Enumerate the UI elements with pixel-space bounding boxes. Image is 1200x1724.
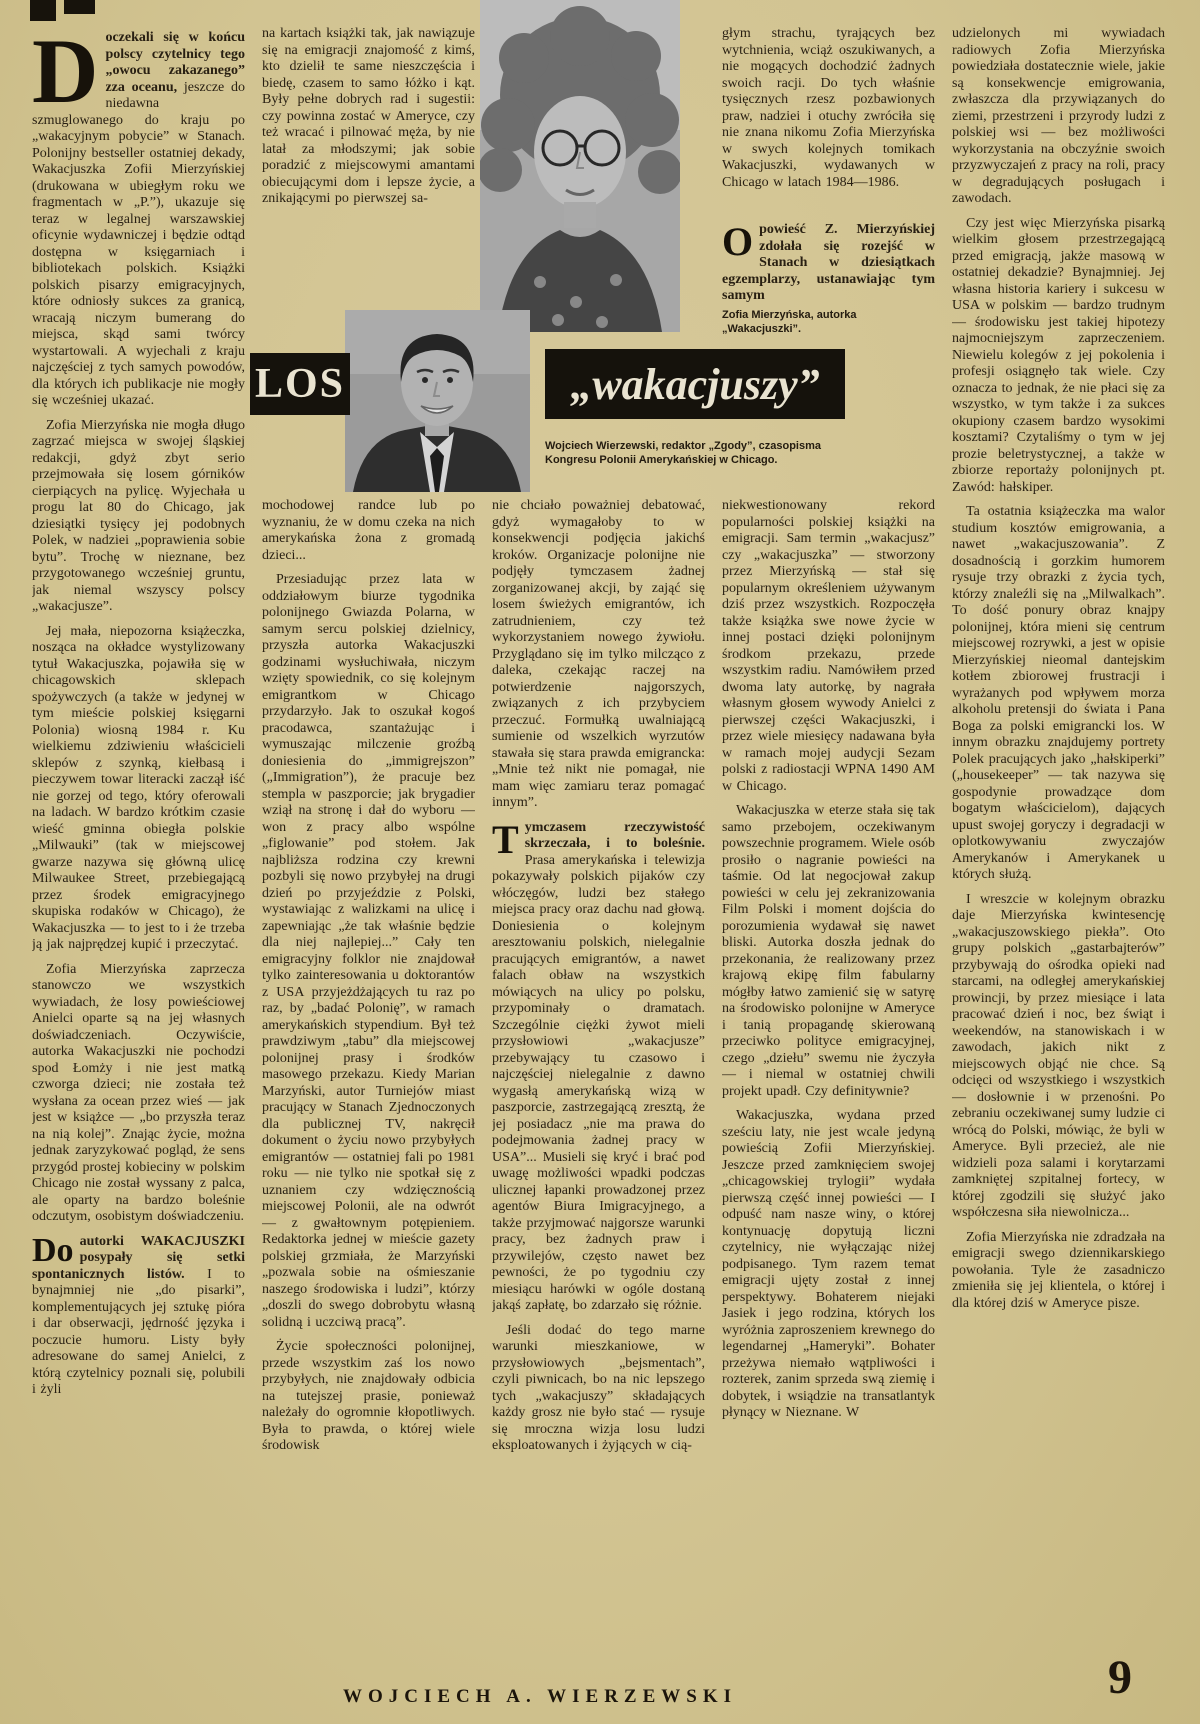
letters-paragraph <box>32 1231 245 1399</box>
paragraph: Przesiadując przez lata w oddziałowym biurze tygodnika polonijnego Gwiazda Polarna, w samym sercu polskiej dzielnicy, przyszła autorka Wakacjuszki godzinami wysłuchiwała, niczym wzięty spowiednik, co się kolejnym emigrantkom w Chicago przydarzyło. Jak to oszukał kogoś pracodawca, szantażując i wymuszając milczenie groźbą doniesienia do „immigrejszon” („Immigration”), że pracuje bez stempla w paszporcie; jak brygadier wziął na stronę i dał do wyboru — won z pracy albo wspólne „figlowanie” pod stołem. Jak najbliższa rodzina czy krewni pozbyli się nowo przybyłej na drugi dzień po przyjeździe z Polski, wystawiając z walizkami na ulicę i zapewniając „że tak właśnie będzie dla niej najlepiej...” Cały ten emigracyjny folklor nie znajdował tylko zainteresowania u doktorantów z USA przyjeżdżających tu raz po raz, by „badać Polonię”, w ramach amerykańskich stypendium. Był też prawdziwym „tabu” dla miejscowej polonijnej prasy i środków masowego przekazu. Kiedy Marian Marzyński, autor Turniejów miast pracujący w Stanach Zjednoczonych dla publicznej TV, nakręcił dokument o życiu nowo przybyłych emigrantów — ostatniej fali po 1981 roku — nie tylko nie spotkał się z uznaniem czy wdzięcznością miejscowej Polonii, ale na odwrót — z gwałtownym potępieniem. Redaktorka jednej w mieście gazety polskiej grzmiała, że Marzyński „pozwala sobie na ośmieszanie naszego środowiska i ludzi”, którzy „doszli do swego dobrobytu własną solidną i uczciwą pracą”. <box>262 572 475 1330</box>
paragraph: Jej mała, niepozorna książeczka, nosząca na okładce wystylizowany tytuł Wakacjuszka, pojawiła się w chicagowskich sklepach spożywczych (a także w jedynej w tym mieście polskiej księgarni Polonia) wiosną 1984 r. Ku wielkiemu zdziwieniu właścicieli sklepów z szynką, kiełbasą i pieczywem towar literacki zaczął iść nie gorzej od tego, który oferowali na ladach. W bardzo krótkim czasie wieść gminna obiegła polskie „Milwauki” (tak w miejscowej gwarze nazywa się główną ulicę Milwaukee Street, przebiegającą przez środek emigracyjnego skupiska rodaków w Chicago), że Wakacjuszka — to jest to i że trzeba ją jak najprędzej kupić i przeczytać. <box>32 623 245 952</box>
paragraph: niekwestionowany rekord popularności polskiej książki na emigracji. Sam termin „wakacjusz” czy „wakacjuszka” — stworzony przez Mierzyńską — stał się popularnym określeniem używanym dziś przez wszystkich. Rozpoczęła także książka swe nowe życie w innej postaci dzięki polonijnym środkom przekazu, przede wszystkim radiu. Namówiłem przed dwoma laty autorkę, by nagrała własnym głosem wywody Anielci z pierwszej części Wakacjuszki, i przez wiele miesięcy nadawana była w ramach mojej audycji Sezam polski z radiostacji WPNA 1490 AM w Chicago. <box>722 498 935 794</box>
column-2-main <box>262 498 475 1463</box>
column-2-top <box>262 26 475 216</box>
man-portrait-image <box>345 310 530 492</box>
print-artifact <box>30 0 56 21</box>
letters-bold-text: autorki WAKACJUSZKI posypały się setki spontanicznych listów. <box>32 1233 245 1282</box>
column-4-top <box>722 26 935 199</box>
tymczasem-bold-text: ymczasem rzeczywistość skrzeczała, i to boleśnie. <box>524 819 705 851</box>
headline-los-text: LOS <box>254 361 346 407</box>
dropcap-t: T <box>492 816 519 862</box>
paragraph: Zofia Mierzyńska nie mogła długo zagrzać miejsca w swojej śląskiej redakcji, gdyż zbyt serio przejmowała się losem górników cierpiących na pylicę. Wyjechała u progu lat 80 do Chicago, jak dziesiątki tysięcy jej podobnych Polek, w nadziei „poprawienia sobie bytu”. Trochę w nieznane, bez przygotowanego wcześniej gruntu, jak niemal wszyscy polscy „wakacjusze”. <box>32 417 245 614</box>
tymczasem-paragraph <box>492 816 705 1315</box>
caption-wierzewski: Wojciech Wierzewski, redaktor „Zgody”, czasopisma Kongresu Polonii Amerykańskiej w Chicago. <box>545 440 822 466</box>
photo-wojciech-wierzewski <box>345 310 530 492</box>
letters-rest-text: I to bynajmniej nie „do pisarki”, komplementujących jej sztukę pióra i dar obserwacji, jędrność języka i poczucie humoru. Listy były adresowane do samej Anielci, z którą czytelnicy poznali się, polubili i żyli <box>32 1266 245 1397</box>
paragraph: Jeśli dodać do tego marne warunki mieszkaniowe, w przysłowiowych „bejsmentach”, czyli piwnicach, bo na nic lepszego tych „wakacjuszy” składających każdy grosz nie było stać — rysuje się mroczna wizja losu ludzi eksploatowanych i żyjących w cią- <box>492 1322 705 1453</box>
dropcap-d: D <box>32 30 99 122</box>
lead-bold-text: oczekali się w końcu polscy czytelnicy tego „owocu zakazanego” zza oceanu, <box>105 30 245 95</box>
paragraph: nie chciało poważniej debatować, gdyż wymagałoby to w konsekwencji podjęcia jakichś kroków. Organizacje polonijne nie podjęły tymczasem żadnej zorganizowanej akcji, by zająć się losem świeżych emigrantów, ich zatrudnieniem, czy też wykorzystaniem nowego żywiołu. Przyglądano się im tylko milcząco z daleka, czekając raczej na potwierdzenie najgorszych, związanych z ich przybyciem przeczuć. Formułką uwalniającą sumienie od wszelkich wyrzutów stawała się stara prawda emigrancka: „Mnie też nikt nie pomagał, nie mam więc zamiaru teraz pomagać innym”. <box>492 498 705 810</box>
col1-paragraphs <box>32 418 245 1226</box>
paragraph: I wreszcie w kolejnym obrazku daje Mierzyńska kwintesencję „wakacjuszowskiego piekła”. Oto grupy polskich „gastarbajterów” przybywają do ośrodka opieki nad starcami, na odległej amerykańskiej prowincji, by przez miesiące i lata pracować dzień i noc, bez świąt i weekendów, na stanowiskach i w zawodach, jakich nikt z miejscowych objąć nie chce. Są odcięci od wszystkiego i wszystkich — dosłownie i w przenośni. Po zebraniu oczekiwanej sumy ludzie ci wrócą do Polski, mówiąc, że byli w Ameryce. Byli przecież, ale nie widzieli poza salami i korytarzami zamkniętej szpitalnej fortecy, w której zgodzili się służyć jako współczesna siła niewolnicza... <box>952 891 1165 1220</box>
dropcap-o: O <box>722 222 754 264</box>
col3-rest-paragraphs <box>492 1323 705 1455</box>
headline-wakacjuszy-text: „wakacjuszy” <box>570 359 820 409</box>
tymczasem-rest-text: Prasa amerykańska i telewizja pokazywały polskich pijaków czy włóczęgów, ludzi bez stałego miejsca pracy oraz dachu nad głową. Doniesienia o kolejnym aresztowaniu polskich, nielegalnie pracujących emigrantów, a nawet falach obław na wszystkich mówiących na ulicy po polsku, przypominały o dramatach. Szczególnie ciężki żywot mieli przysłowiowi „wakacjusze” przebywający tu czasowo i najczęściej nielegalnie z dawno wygasłą amerykańską wizą w paszporcie, zastrzegającą zresztą, że jej posiadacz „nie ma prawa do podejmowania żadnej pracy w USA”... Musieli się kryć i brać pod uwagę możliwości wpadki podczas ulicznej łapanki prowadzonej przez agentów Biura Imigracyjnego, a także przyjmować najgorsze warunki pracy, bez żadnych praw i przywilejów, często nawet bez pewności, że po tygodniu czy miesiącu harówki w ogóle dostaną jakąś zapłatę, bo zdarzało się różnie. <box>492 852 705 1313</box>
headline-los <box>250 353 350 415</box>
opowiesc-bold-text: powieść Z. Mierzyńskiej zdołała się rozejść w Stanach w dziesiątkach egzemplarzy, ustanawiając tym samym <box>722 222 935 303</box>
lead-paragraph <box>32 30 245 410</box>
paragraph: Ta ostatnia książeczka ma walor studium kosztów emigrowania, a nawet „wakacjuszowania”. Z dosadnością i gorzkim humorem rysuje trzy obrazki z życia tych, którzy znaleźli się na „Milwalkach”. To dość ponury obraz knajpy polonijnej, która mieni się centrum miejscowej rozrywki, a jest w opisie Mierzyńskiej nieomal dantejskim kotłem zbiorowej frustracji i wyrażanych pod wpływem morza alkoholu pretensji do świata i Pana Boga za polski emigrancki los. W innym obrazku znajdujemy portrety Polek pracujących jako „hałskiperki” („housekeeper” — tak nazywa się gospodynie prowadzące dom bogatym właścicielom), dających upust swojej goryczy i degradacji w oplotkowywaniu zwyczajów Amerykanów i Amerykanek u których służą. <box>952 504 1165 882</box>
print-artifact <box>64 0 95 14</box>
lead-rest-text: jeszcze do niedawna szmuglowanego do kraju po „wakacyjnym pobycie” w Stanach. Polonijny bestseller ostatniej dekady, Wakacjuszka Zofii Mierzyńskiej (drukowana w ubiegłym roku we fragmentach w „P.”), ukazuje się teraz w legalnej warszawskiej oficynie wydawniczej i będzie odtąd dostępna w księgarniach i bibliotekach polskich. Książki polskich pisarzy emigracyjnych, które odniosły sukces za granicą, wracają niczym bumerang do miejsca, skąd sami twórcy wystartowali. A wyjechali z kraju najczęściej z tych samych powodów, dla których ich publikacje nie mogły się wcześniej ukazać. <box>32 79 245 408</box>
paragraph: na kartach książki tak, jak nawiązuje się na emigracji znajomość z kimś, kto dzielił te same nieszczęścia i biedę, czasem to samo łóżko i kąt. Były pełne dobrych rad i sugestii: czy powinna zostać w Ameryce, czy też wracać i pilnować męża, by nie latał za młodszymi; jak sobie poradzić z miejscowymi amantami obiecującymi dom i lepsze życie, a znikającymi po pierwszej sa- <box>262 26 475 206</box>
dropword-do: Do <box>32 1231 74 1269</box>
paragraph: mochodowej randce lub po wyznaniu, że w domu czeka na nich amerykańska żona z gromadą dzieci... <box>262 498 475 563</box>
paragraph: głym strachu, tyrających bez wytchnienia, wciąż oszukiwanych, a nie mogących dochodzić żadnych swoich racji. Do tych właśnie tysięcznych rzesz pozbawionych praw, nadziei i otuchy zwróciła się nie znana nikomu Zofia Mierzyńska w swych kolejnych tomikach Wakacjuszki, wydawanych w Chicago w latach 1984—1986. <box>722 26 935 190</box>
footer-author: WOJCIECH A. WIERZEWSKI <box>342 1686 738 1707</box>
paragraph: Zofia Mierzyńska zaprzecza stanowczo we wszystkich wywiadach, że losy powieściowej Anielci oparte są na jej własnych doświadczeniach. Oczywiście, autorka Wakacjuszki nie pochodzi spod Łomży i nie jest matką czworga dzieci; nie została też wysłana za ocean przez wieś — jak jest w książce — „bo przyszła teraz na nią kolej”. Znając życie, można jednak zaryzykować pogląd, że sens przygód prostej kobieciny w polskim Chicago nie został wyssany z palca, ale oparty na bardzo boleśnie odczutym, osobistym doświadczeniu. <box>32 961 245 1224</box>
paragraph: Czy jest więc Mierzyńska pisarką wielkim głosem przestrzegającą przed emigracją, jakże masową w ostatniej dekadzie? Bynajmniej. Jej własna historia kariery i sukcesu w USA w polskim — bardzo trudnym — środowisku jest takiej hipotezy najmocniejszym zaprzeczeniem. Niewielu kolegów z jej pokolenia i profesji osiągnęło tak wiele. Czy oznacza to jednak, że nie płaci się za wszystko, w tym także i za sukces okupiony czasem bardzo wysokimi kosztami? Czytaliśmy o tym w jej prozie beletrystycznej, a także w zbiorze reportaży polonijnych pt. Zawód: hałskiper. <box>952 215 1165 495</box>
woman-portrait-image <box>480 0 680 332</box>
paragraph: Wakacjuszka, wydana przed sześciu laty, nie jest wcale jedyną powieścią Zofii Mierzyńskiej. Jeszcze przed zamknięciem swojej „chicagowskiej trylogii” wydała pierwszą część innej powieści — I odpuść nam nasze winy, o której kontynuację dopytują liczni czytelnicy, nie wyłączając niżej podpisanego. Tym razem temat emigracji ujęty został z innej perspektywy. Bohaterem niejaki Jasiek i jego rodzina, których los wyróżnia zaproszeniem krewnego do legendarnej „Hameryki”. Bohater przeżywa niemało wątpliwości i rozterek, zanim sprzeda swą ziemię i dobytek, i wsiądzie na transatlantyk płynący w Nieznane. W <box>722 1108 935 1420</box>
column-4-bold-intro <box>722 222 935 313</box>
paragraph: Życie społeczności polonijnej, przede wszystkim zaś los nowo przybyłych, nie znajdowały odbicia na tutejszej prasie, ponieważ należały do ogromnie kłopotliwych. Była to prawda, o której wiele środowisk <box>262 1339 475 1453</box>
column-1 <box>32 30 245 1407</box>
paragraph: udzielonych mi wywiadach radiowych Zofia Mierzyńska powiedziała dostatecznie wiele, jakie są konsekwencje emigrowania, zwłaszcza dla przywiązanych do ziemi, przestrzeni i przyrody ludzi z polskiej wsi — bez możliwości wykorzystania na obczyźnie swoich przyzwyczajeń z pracy na roli, pracy w degradujących posługach i zawodach. <box>952 26 1165 206</box>
page-number: 9 <box>1108 1651 1132 1704</box>
column-3-main <box>492 498 705 1463</box>
paragraph: Zofia Mierzyńska nie zdradzała na emigracji swego dziennikarskiego powołania. Tyle że zasadniczo zmieniła się jej klientela, o której i dla której dziś w Ameryce pisze. <box>952 1229 1165 1311</box>
column-4-main <box>722 498 935 1430</box>
column-5 <box>952 26 1165 1320</box>
col3-intro-paragraphs <box>492 498 705 812</box>
headline-wakacjuszy <box>545 349 845 419</box>
photo-zofia-mierzynska <box>480 0 680 332</box>
opowiesc-paragraph <box>722 222 935 305</box>
paragraph: Wakacjuszka w eterze stała się tak samo przebojem, oczekiwanym powszechnie programem. Wiele osób prosiło o nagranie powieści na taśmie. Od lat negocjował zakup powieści w celu jej zekranizowania Film Polski i moment dojścia do porozumienia wydawał się nawet bliski. Autorka doszła jednak do przekonania, że realizowany przez krajową ekipę film fabularny mógłby łatwo zamienić się w satyrę na środowisko polonijne w Ameryce i tanią propagandę skierowaną przeciwko polityce emigracyjnej, czego „dziełu” swemu nie życzyła — i niemal w ostatniej chwili projekt upadł. Czy definitywnie? <box>722 803 935 1099</box>
caption-zofia: Zofia Mierzyńska, autorka „Wakacjuszki”. <box>722 309 857 335</box>
